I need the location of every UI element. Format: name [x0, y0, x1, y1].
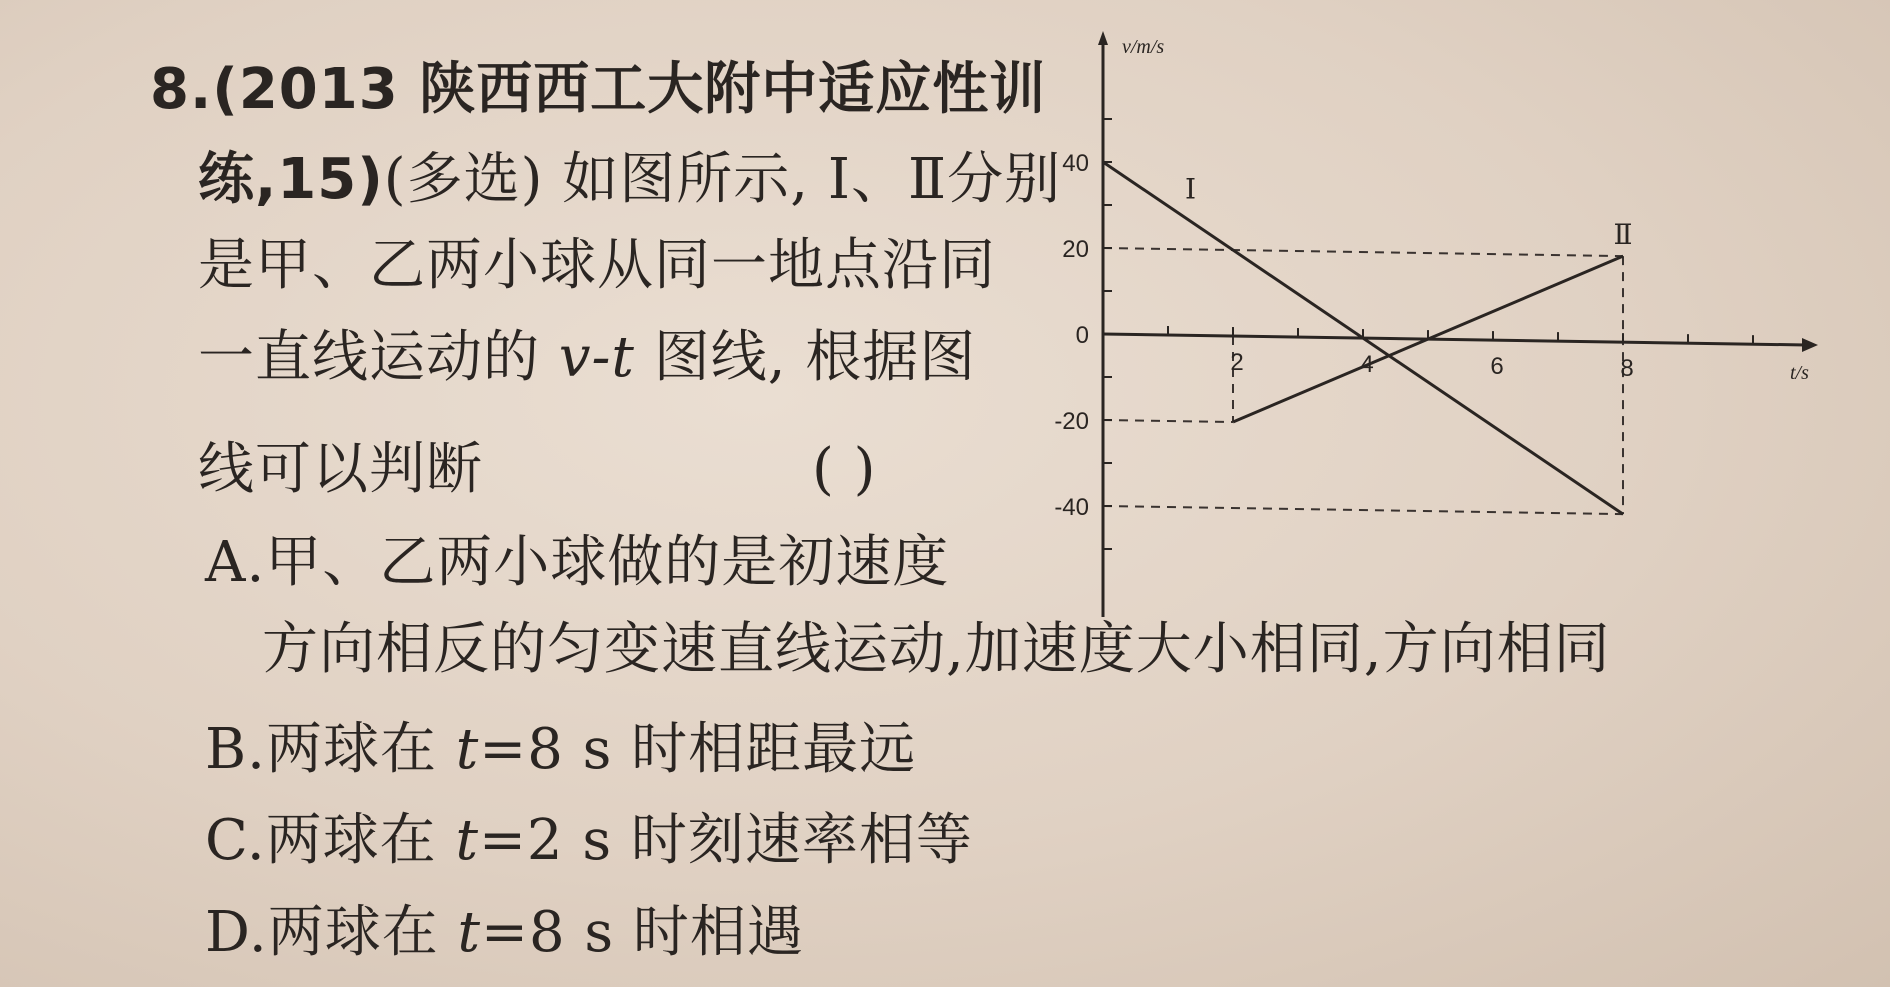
x-axis-label: t/s	[1790, 362, 1809, 384]
question-line-4-a: 一直线运动的	[198, 325, 540, 390]
series-line-2	[1233, 256, 1623, 422]
question-intro: (多选) 如图所示, Ⅰ、Ⅱ分别	[383, 147, 1062, 212]
x-tick-label: 8	[1620, 355, 1634, 383]
x-ticks	[1168, 326, 1753, 382]
option-d-tail: =8 s 时相遇	[481, 900, 804, 965]
option-d-head: D.两球在	[205, 900, 439, 965]
series-label-1: Ⅰ	[1184, 174, 1197, 206]
y-tick-label: 0	[1075, 322, 1089, 349]
vt-chart	[1010, 25, 1850, 625]
y-tick-label: 20	[1062, 236, 1089, 263]
option-b-var: t	[455, 717, 480, 782]
y-tick-label: 40	[1062, 150, 1089, 177]
vt-variable: v-t	[558, 325, 635, 390]
option-c	[205, 808, 973, 873]
question-number: 8.	[150, 57, 213, 122]
option-a-line-2: 方向相反的匀变速直线运动,加速度大小相同,方向相同	[262, 617, 1611, 682]
x-tick-label: 2	[1230, 349, 1244, 377]
question-line-3: 是甲、乙两小球从同一地点沿同	[198, 233, 996, 298]
answer-blank: ( )	[812, 437, 877, 502]
question-source-end: 练,15)	[198, 147, 384, 212]
x-axis-arrow	[1802, 338, 1818, 352]
question-line-5: 线可以判断	[198, 437, 483, 502]
x-tick-label: 6	[1490, 353, 1504, 381]
option-b-tail: =8 s 时相距最远	[479, 717, 917, 782]
option-a-line-1: A.甲、乙两小球做的是初速度	[205, 530, 950, 595]
guide-line-3	[1103, 506, 1623, 514]
y-axis-label: v/m/s	[1122, 36, 1165, 58]
option-c-head: C.两球在	[205, 808, 437, 873]
series-line-1	[1103, 162, 1623, 514]
chart-axes	[1098, 31, 1818, 617]
x-axis	[1103, 334, 1806, 345]
option-c-tail: =2 s 时刻速率相等	[478, 808, 973, 873]
question-line-4	[198, 325, 977, 390]
question-line-4-b: 图线, 根据图	[653, 325, 977, 390]
y-axis-arrow	[1098, 31, 1108, 45]
option-b	[205, 717, 917, 782]
question-line-1	[150, 57, 1047, 122]
y-tick-label: -40	[1054, 494, 1089, 521]
y-tick-label: -20	[1054, 408, 1089, 435]
guide-line-2	[1103, 420, 1233, 422]
option-b-head: B.两球在	[205, 717, 437, 782]
x-tick-label: 4	[1360, 351, 1374, 379]
series-label-2: Ⅱ	[1613, 220, 1633, 252]
option-d-var: t	[457, 900, 482, 965]
question-line-2	[198, 147, 1062, 212]
guide-line-1	[1103, 248, 1623, 256]
question-source: (2013 陕西西工大附中适应性训	[212, 57, 1047, 122]
option-d	[205, 900, 804, 965]
option-c-var: t	[455, 808, 479, 873]
